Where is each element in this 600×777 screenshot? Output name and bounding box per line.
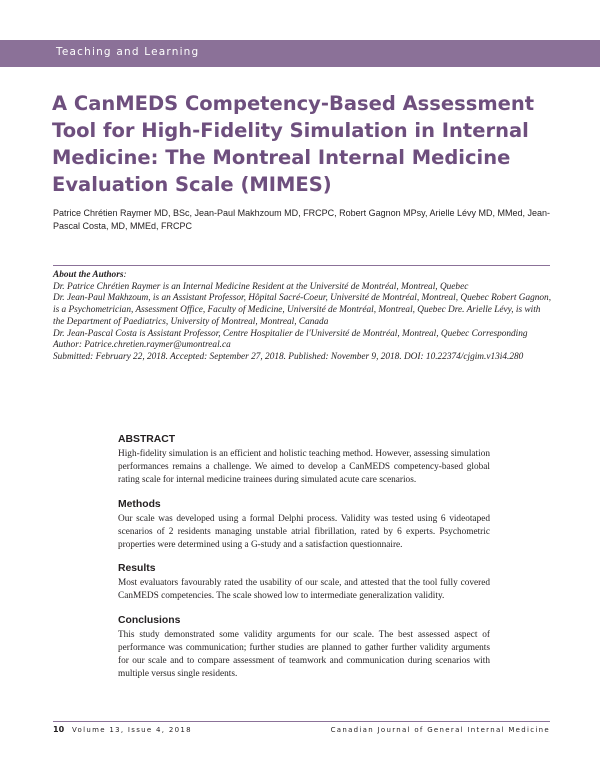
- about-divider: [53, 265, 550, 266]
- submission-info: Submitted: February 22, 2018. Accepted: September 27, 2018. Published: November 9, 2018. DOI: 10.22374/cjgim.v13i4.280: [53, 351, 524, 362]
- about-heading: About the Authors: [53, 270, 124, 280]
- about-the-authors: About the Authors: Dr. Patrice Chrétien Raymer is an Internal Medicine Resident at the Université de Montréal, Montreal, Quebec Dr. Jean-Paul Makhzoum, is an Assistant Professor, Hôpital Sacré-Coeur, Université de Montréal, Montreal, Quebec Robert Gagnon, is a Psychometrician, Assessment Office, Faculty of Medicine, Université de Montréal, Montreal, Quebec Dre. Arielle Lévy, is with the Department of Paediatrics, University of Montreal, Montreal, Canada Dr. Jean-Pascal Costa is Assistant Professor, Centre Hospitalier de l'Université de Montréal, Montreal, Quebec Corresponding Author: Patrice.chretien.raymer@umontreal.ca Submitted: February 22, 2018. Accepted: September 27, 2018. Published: November 9, 2018. DOI: 10.22374/cjgim.v13i4.280: [53, 270, 552, 362]
- results-text: Most evaluators favourably rated the usability of our scale, and attested that the tool fully covered CanMEDS competencies. The scale showed low to intermediate generalization validity.: [118, 578, 490, 602]
- page-number: 10: [53, 725, 65, 734]
- journal-name: Canadian Journal of General Internal Medicine: [330, 726, 550, 734]
- author-list: Patrice Chrétien Raymer MD, BSc, Jean-Paul Makhzoum MD, FRCPC, Robert Gagnon MPsy, Arielle Lévy MD, MMed, Jean-Pascal Costa, MD, MMEd, FRCPC: [53, 208, 550, 231]
- about-line: Dr. Jean-Paul Makhzoum, is an Assistant Professor, Hôpital Sacré-Coeur, Université de Montréal, Montreal, Quebec Robert Gagnon, is a Psychometrician, Assessment Office, Faculty of Medicine, Université de Montréal, Montreal, Quebec Dre. Arielle Lévy, is with the Department of Paediatrics, University of Montreal, Montreal, Canada: [53, 293, 552, 327]
- abstract-text: High-fidelity simulation is an efficient and holistic teaching method. However, assessing simulation performances remains a challenge. We aimed to develop a CanMEDS competency-based global rating scale for internal medicine trainees during simulated acute care scenarios.: [118, 449, 490, 486]
- methods-text: Our scale was developed using a formal Delphi process. Validity was tested using 6 videotaped scenarios of 2 residents managing unstable atrial fibrillation, rated by 6 experts. Psychometric properties were determined using a G-study and a satisfaction questionnaire.: [118, 513, 490, 551]
- conclusions-text: This study demonstrated some validity arguments for our scale. The best assessed aspect of performance was communication; further studies are planned to gather further validity arguments for our scale and to compare assessment of teamwork and communication during scenarios with multiple versus single residents.: [118, 629, 490, 680]
- abstract: [118, 433, 490, 691]
- about-line: Dr. Patrice Chrétien Raymer is an Internal Medicine Resident at the Université de Montréal, Montreal, Quebec: [53, 281, 469, 292]
- abstract-heading: ABSTRACT: [118, 434, 176, 445]
- issue-info: Volume 13, Issue 4, 2018: [72, 726, 192, 734]
- footer-divider: [53, 721, 550, 722]
- section-label: Teaching and Learning: [56, 46, 200, 58]
- methods-heading: Methods: [118, 498, 161, 510]
- article-title: A CanMEDS Competency-Based Assessment Tool for High-Fidelity Simulation in Internal Medicine: The Montreal Internal Medicine Evaluation Scale (MIMES): [52, 92, 535, 196]
- conclusions-heading: Conclusions: [118, 614, 181, 626]
- about-line: Dr. Jean-Pascal Costa is Assistant Professor, Centre Hospitalier de l'Université de Montréal, Montreal, Quebec Corresponding Author: Patrice.chretien.raymer@umontreal.ca: [53, 328, 528, 351]
- results-heading: Results: [118, 563, 156, 575]
- section-band: [0, 40, 600, 67]
